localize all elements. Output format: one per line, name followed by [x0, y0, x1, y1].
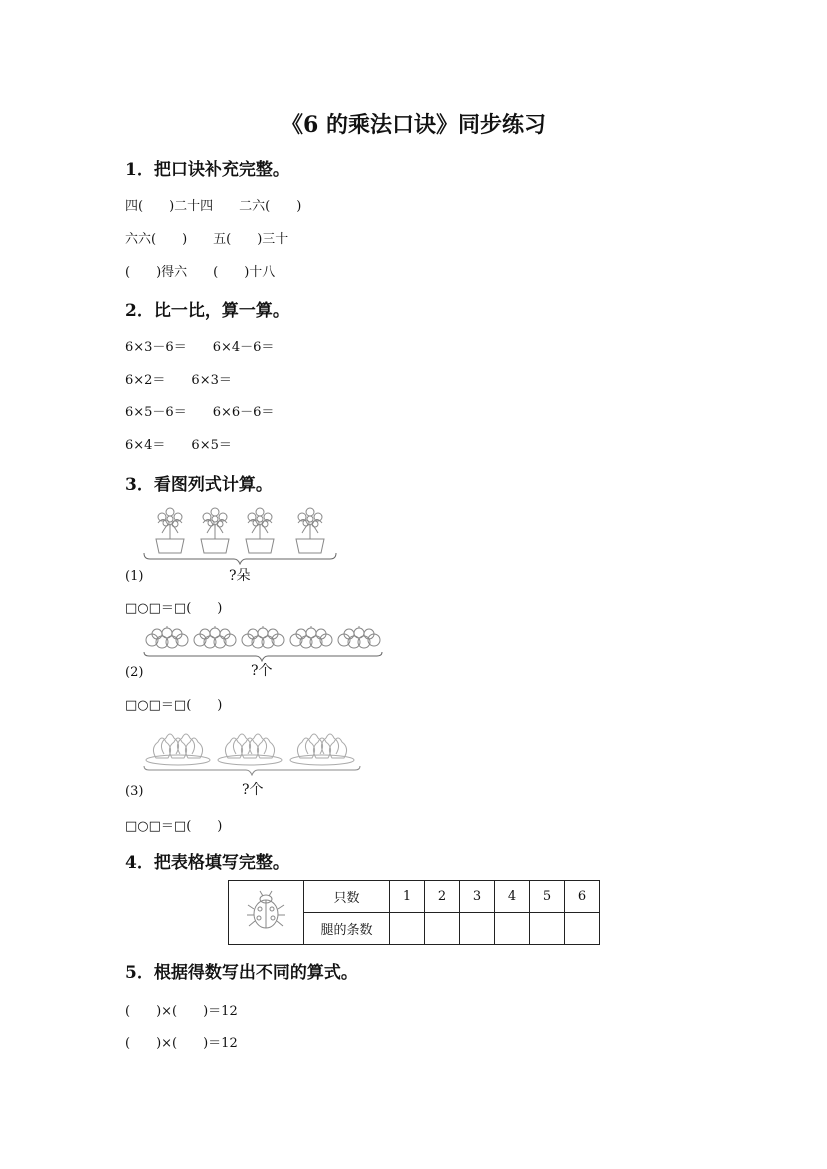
pears-on-plates-illustration: [140, 726, 365, 776]
q3-item-question: ?个: [242, 782, 264, 798]
count-cell: 2: [425, 881, 460, 913]
q3-item-label: (2): [125, 665, 144, 680]
fruit-bunches-illustration: [140, 624, 385, 662]
q2-line: 6×4＝ 6×5＝: [125, 438, 232, 453]
q3-item-label: (1): [125, 569, 144, 584]
q5-line: ( )×( )＝12: [125, 1036, 238, 1051]
q3-item-formula: □○□＝□( ): [125, 819, 223, 834]
answer-cell[interactable]: [390, 913, 425, 945]
answer-cell[interactable]: [495, 913, 530, 945]
q4-heading: 4．把表格填写完整。: [125, 853, 290, 873]
count-cell: 3: [460, 881, 495, 913]
answer-cell[interactable]: [565, 913, 600, 945]
ladybug-legs-table: [228, 880, 600, 945]
answer-cell[interactable]: [530, 913, 565, 945]
count-cell: 4: [495, 881, 530, 913]
q3-heading: 3．看图列式计算。: [125, 475, 273, 495]
q1-line: 四( )二十四 二六( ): [125, 199, 302, 214]
ladybug-cell: [229, 881, 304, 945]
q1-line: 六六( ) 五( )三十: [125, 232, 289, 247]
answer-cell[interactable]: [425, 913, 460, 945]
count-cell: 1: [390, 881, 425, 913]
count-cell: 6: [565, 881, 600, 913]
q5-line: ( )×( )＝12: [125, 1004, 238, 1019]
q3-item-question: ?个: [251, 663, 273, 679]
ladybug-icon: [244, 889, 288, 933]
q3-item-label: (3): [125, 784, 144, 799]
q2-heading: 2．比一比，算一算。: [125, 301, 290, 321]
page-title: 《6 的乘法口诀》同步练习: [281, 112, 546, 138]
row-label-count: 只数: [304, 881, 390, 913]
q1-line: ( )得六 ( )十八: [125, 265, 276, 280]
count-cell: 5: [530, 881, 565, 913]
q2-line: 6×5－6＝ 6×6－6＝: [125, 405, 275, 420]
flower-pots-illustration: [140, 503, 340, 565]
q2-line: 6×3－6＝ 6×4－6＝: [125, 340, 275, 355]
q5-heading: 5．根据得数写出不同的算式。: [125, 963, 358, 983]
q3-item-question: ?朵: [229, 568, 251, 584]
answer-cell[interactable]: [460, 913, 495, 945]
q3-item-formula: □○□＝□( ): [125, 698, 223, 713]
q3-item-formula: □○□＝□( ): [125, 601, 223, 616]
row-label-legs: 腿的条数: [304, 913, 390, 945]
q1-heading: 1．把口诀补充完整。: [125, 160, 290, 180]
q2-line: 6×2＝ 6×3＝: [125, 373, 232, 388]
